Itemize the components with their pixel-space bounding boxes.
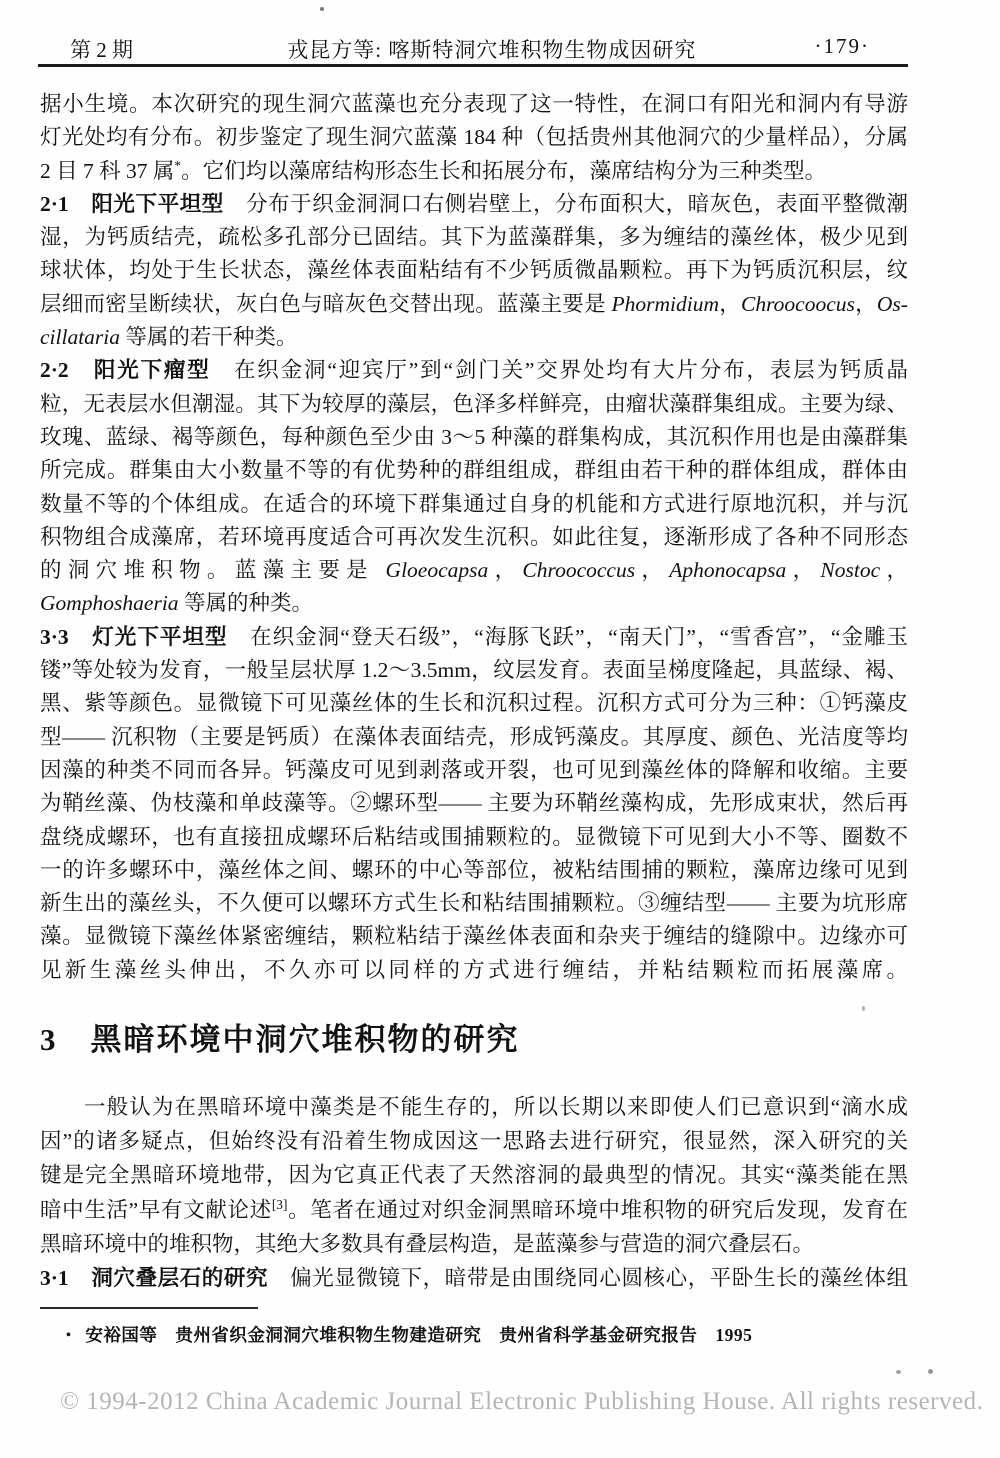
text-line: 层细而密呈断续状，灰白色与暗灰色交替出现。蓝藻主要是 Phormidium，Chroocoocus，Os- <box>40 291 908 316</box>
scan-artifact <box>928 1369 933 1374</box>
footnote-separator <box>40 1307 258 1309</box>
footnote-text: 安裕国等 贵州省织金洞洞穴堆积物生物建造研究 贵州省科学基金研究报告 1995 <box>85 1325 753 1345</box>
issue-label: 第 2 期 <box>70 38 133 62</box>
text-line: 型—— 沉积物（主要是钙质）在藻体表面结壳，形成钙藻皮。其厚度、颜色、光洁度等均 <box>40 724 908 749</box>
text-line: cillataria 等属的若干种类。 <box>40 325 298 350</box>
text-line: 据小生境。本次研究的现生洞穴蓝藻也充分表现了这一特性，在洞口有阳光和洞内有导游 <box>40 92 908 116</box>
scan-artifact <box>862 1006 865 1011</box>
text-line: 暗中生活”早有文献论述[3]。笔者在通过对织金洞黑暗环境中堆积物的研究后发现，发育在 <box>40 1196 908 1222</box>
watermark-copyright: © 1994-2012 China Academic Journal Electronic Publishing House. All rights reserved. <box>60 1388 984 1415</box>
text-line: 见新生藻丝头伸出，不久亦可以同样的方式进行缠结，并粘结颗粒而拓展藻席。 <box>40 957 908 982</box>
text-line: 为鞘丝藻、伪枝藻和单歧藻等。②螺环型—— 主要为环鞘丝藻构成，先形成束状，然后再 <box>40 791 908 816</box>
body-text-before-heading <box>40 88 908 987</box>
text-line: 因藻的种类不同而各异。钙藻皮可见到剥落或开裂，也可见到藻丝体的降解和收缩。主要 <box>40 757 908 782</box>
text-line: 积物组合成藻席，若环境再度适合可再次发生沉积。如此往复，逐渐形成了各种不同形态 <box>40 524 908 549</box>
text-line: 3·1 洞穴叠层石的研究 偏光显微镜下，暗带是由围绕同心圆核心，平卧生长的藻丝体组 <box>40 1265 908 1290</box>
watermark <box>60 1388 1000 1416</box>
text-line: 盘绕成螺环，也有直接扭成螺环后粘结或围捕颗粒的。显微镜下可见到大小不等、圈数不 <box>40 824 908 849</box>
running-title: 戎昆方等: 喀斯特洞穴堆积物生物成因研究 <box>287 38 697 62</box>
footnote-bullet-icon: • <box>66 1328 72 1343</box>
scan-artifact <box>320 7 324 11</box>
text-line: Gomphoshaeria 等属的种类。 <box>40 591 313 616</box>
text-line: 因”的诸多疑点，但始终没有沿着生物成因这一思路去进行研究，很显然，深入研究的关 <box>40 1129 908 1154</box>
text-line: 新生出的藻丝头，不久便可以螺环方式生长和粘结围捕颗粒。③缠结型—— 主要为坑形席 <box>40 891 908 916</box>
body-text-after-heading <box>40 1090 908 1295</box>
text-line: 所完成。群集由大小数量不等的有优势种的群组组成，群组由若干种的群体组成，群体由 <box>40 458 908 483</box>
text-line: 2·1 阳光下平坦型 分布于织金洞洞口右侧岩壁上，分布面积大，暗灰色，表面平整微潮 <box>40 191 908 216</box>
text-line: 一般认为在黑暗环境中藻类是不能生存的，所以长期以来即使人们已意识到“滴水成 <box>84 1095 908 1119</box>
text-line: 2·2 阳光下瘤型 在织金洞“迎宾厅”到“剑门关”交界处均有大片分布，表层为钙质晶 <box>40 358 908 383</box>
text-line: 2 目 7 科 37 属*。它们均以藻席结构形态生长和拓展分布，藻席结构分为三种类型。 <box>40 157 827 183</box>
text-line: 黑、紫等颜色。显微镜下可见藻丝体的生长和沉积过程。沉积方式可分为三种：①钙藻皮 <box>40 691 908 716</box>
scan-artifact <box>896 1370 901 1374</box>
text-line: 湿，为钙质结壳，疏松多孔部分已固结。其下为蓝藻群集，多为缠结的藻丝体，极少见到 <box>40 225 908 250</box>
section-heading: 3 黑暗环境中洞穴堆积物的研究 <box>40 1022 520 1057</box>
text-line: 黑暗环境中的堆积物，其绝大多数具有叠层构造，是蓝藻参与营造的洞穴叠层石。 <box>40 1231 815 1256</box>
text-line: 的洞穴堆积物。蓝藻主要是 Gloeocapsa，Chroococcus，Aphonocapsa，Nostoc， <box>40 558 908 583</box>
text-line: 球状体，均处于生长状态，藻丝体表面粘结有不少钙质微晶颗粒。再下为钙质沉积层，纹 <box>40 258 908 283</box>
text-line: 藻。显微镜下藻丝体紧密缠结，颗粒粘结于藻丝体表面和杂夹于缠结的缝隙中。边缘亦可 <box>40 924 908 949</box>
page-header <box>0 34 1000 64</box>
header-rule <box>38 64 908 67</box>
text-line: 数量不等的个体组成。在适合的环境下群集通过自身的机能和方式进行原地沉积，并与沉 <box>40 491 908 516</box>
text-line: 一的许多螺环中，藻丝体之间、螺环的中心等部位，被粘结围捕的颗粒，藻席边缘可见到 <box>40 857 908 882</box>
footnote <box>66 1322 926 1347</box>
text-line: 3·3 灯光下平坦型 在织金洞“登天石级”，“海豚飞跃”，“南天门”，“雪香宫”，“金雕玉 <box>40 624 908 649</box>
page-number: ·179· <box>814 34 870 58</box>
text-line: 玫瑰、蓝绿、褐等颜色，每种颜色至少由 3～5 种藻的群集构成，其沉积作用也是由藻群集 <box>40 424 908 449</box>
text-line: 粒，无表层水但潮湿。其下为较厚的藻层，色泽多样鲜亮，由瘤状藻群集组成。主要为绿、 <box>40 391 908 416</box>
text-line: 灯光处均有分布。初步鉴定了现生洞穴蓝藻 184 种（包括贵州其他洞穴的少量样品），分属 <box>40 125 908 150</box>
text-line: 镂”等处较为发育，一般呈层状厚 1.2～3.5mm，纹层发育。表面呈梯度隆起，具蓝绿、褐、 <box>40 658 908 683</box>
text-line: 键是完全黑暗环境地带，因为它真正代表了天然溶洞的最典型的情况。其实“藻类能在黑 <box>40 1163 908 1188</box>
